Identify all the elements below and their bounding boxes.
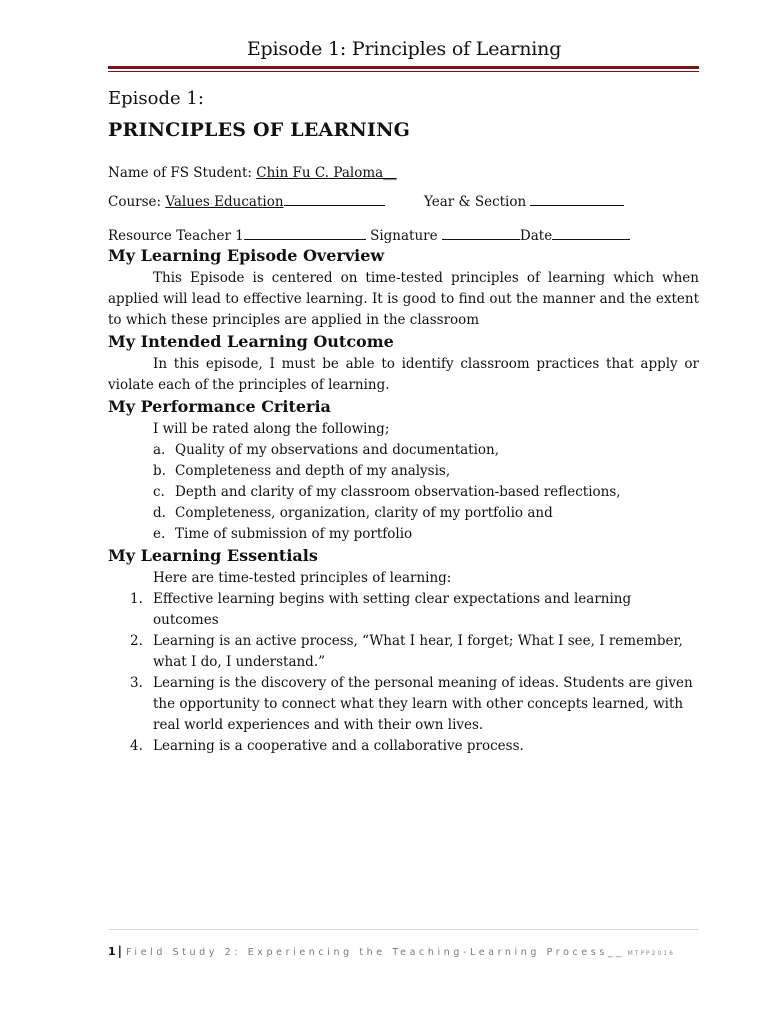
resource-teacher-label: Resource Teacher 1 — [108, 228, 244, 244]
list-marker: 4. — [130, 738, 143, 754]
list-item-text: Learning is a cooperative and a collaborative process. — [153, 738, 524, 754]
list-marker: b. — [153, 463, 166, 479]
list-item — [108, 589, 699, 631]
signature-label: Signature — [365, 228, 442, 244]
list-marker: 1. — [130, 591, 143, 607]
list-item — [108, 482, 699, 503]
resource-teacher-blank — [244, 227, 366, 240]
criteria-list — [108, 440, 699, 545]
criteria-heading: My Performance Criteria — [108, 397, 331, 416]
list-item — [108, 631, 699, 673]
list-marker: e. — [153, 526, 166, 542]
list-item — [108, 440, 699, 461]
student-name-line — [108, 164, 699, 182]
list-item — [108, 673, 699, 736]
list-item-text: Depth and clarity of my classroom observation-based reflections, — [175, 484, 621, 500]
criteria-intro: I will be rated along the following; — [153, 421, 390, 437]
overview-text: This Episode is centered on time-tested principles of learning which when applied will lead to effective learning. It is good to find out the manner and the extent to which these principles are applied in the classroom — [108, 270, 699, 328]
header-rule-thin — [108, 71, 699, 72]
page-header-title: Episode 1: Principles of Learning — [246, 38, 562, 60]
list-marker: d. — [153, 505, 166, 521]
date-blank — [552, 227, 630, 240]
outcome-heading: My Intended Learning Outcome — [108, 332, 394, 351]
essentials-intro: Here are time-tested principles of learning: — [153, 570, 452, 586]
list-item-text: Quality of my observations and documentation, — [175, 442, 500, 458]
footer-course-title: Field Study 2: Experiencing the Teaching-Learning Process__ — [126, 947, 625, 958]
signature-blank — [442, 227, 520, 240]
list-item-text: Completeness and depth of my analysis, — [175, 463, 451, 479]
list-item-text: Learning is the discovery of the personal meaning of ideas. Students are given the opportunity to connect what they learn with other concepts learned, with real world experiences and with their own lives. — [153, 675, 693, 733]
course-value: Values Education — [165, 194, 284, 210]
list-item-text: Completeness, organization, clarity of my portfolio and — [175, 505, 553, 521]
essentials-list — [108, 589, 699, 757]
header-rule-thick — [108, 66, 699, 69]
list-item-text: Time of submission of my portfolio — [175, 526, 413, 542]
list-marker: 3. — [130, 675, 143, 691]
list-item — [108, 736, 699, 757]
outcome-text: In this episode, I must be able to identify classroom practices that apply or violate each of the principles of learning. — [108, 356, 699, 393]
course-line — [108, 193, 699, 211]
list-marker: 2. — [130, 633, 143, 649]
year-section-label: Year & Section — [424, 194, 531, 210]
document-content — [108, 88, 699, 757]
resource-teacher-line — [108, 227, 699, 245]
list-item — [108, 503, 699, 524]
year-section-blank — [530, 193, 624, 206]
overview-heading: My Learning Episode Overview — [108, 246, 385, 265]
list-item-text: Effective learning begins with setting clear expectations and learning outcomes — [153, 591, 632, 628]
student-name-label: Name of FS Student: — [108, 165, 257, 181]
footer-page-number: 1 — [108, 945, 116, 958]
footer-separator: | — [117, 944, 123, 958]
course-blank — [284, 193, 385, 206]
essentials-heading: My Learning Essentials — [108, 546, 318, 565]
footer-rule — [108, 929, 699, 930]
list-item — [108, 461, 699, 482]
student-name-value: Chin Fu C. Paloma__ — [256, 165, 397, 181]
course-label: Course: — [108, 194, 166, 210]
list-item — [108, 524, 699, 545]
footer-code: MTPP2016 — [627, 950, 675, 957]
episode-label: Episode 1: — [108, 88, 204, 109]
date-label: Date — [519, 228, 553, 244]
year-section-field — [424, 193, 624, 211]
list-marker: a. — [153, 442, 166, 458]
episode-title: PRINCIPLES OF LEARNING — [108, 119, 411, 141]
list-marker: c. — [153, 484, 165, 500]
page-footer — [108, 940, 699, 959]
list-item-text: Learning is an active process, “What I hear, I forget; What I see, I remember, what I do, I understand.” — [153, 633, 683, 670]
